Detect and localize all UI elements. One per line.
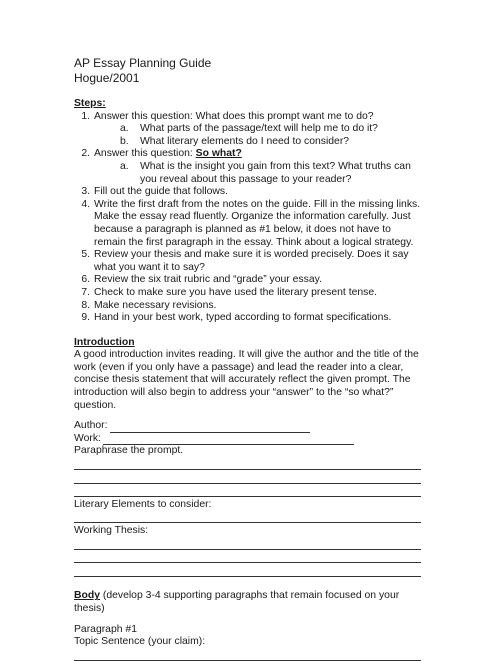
- step-item: [74, 312, 421, 325]
- step-item: [74, 274, 421, 287]
- topic-sentence-label: Topic Sentence (your claim):: [74, 636, 206, 648]
- body-heading-note: (develop 3-4 supporting paragraphs that remain focused on your thesis): [74, 590, 400, 614]
- substep-letter: a.: [120, 160, 129, 172]
- step-number: 6.: [81, 274, 90, 286]
- paraphrase-label: Paraphrase the prompt.: [74, 445, 184, 457]
- author-label: Author:: [74, 420, 108, 432]
- step-text: Write the first draft from the notes on the guide. Fill in the missing links. Make the essay read fluently. Organize the information carefully. Just because a paragraph is planned as #1 below, it does not have to remain the first paragraph in the essay. Think about a logical strategy.: [94, 198, 421, 248]
- step-text: Answer this question:: [94, 148, 196, 160]
- literary-elements-label: Literary Elements to consider:: [74, 498, 212, 510]
- work-blank-line[interactable]: [103, 435, 354, 445]
- thesis-blank-line[interactable]: [74, 551, 421, 563]
- work-field[interactable]: [74, 433, 421, 446]
- working-thesis-label: Working Thesis:: [74, 525, 149, 536]
- author-field[interactable]: [74, 420, 421, 433]
- step-text: Hand in your best work, typed according to format specifications.: [94, 312, 392, 324]
- step-text: Answer this question: What does this prompt want me to do?: [94, 110, 374, 122]
- introduction-heading: Introduction: [74, 336, 135, 348]
- paraphrase-blank-line[interactable]: [74, 472, 421, 484]
- substep-text: What is the insight you gain from this text? What truths can you reveal about this passage to your reader?: [140, 160, 411, 185]
- step-number: 1.: [81, 110, 90, 122]
- step-number: 3.: [81, 186, 90, 198]
- step-text: Review the six trait rubric and “grade” your essay.: [94, 274, 322, 286]
- work-label: Work:: [74, 432, 101, 444]
- substep-text: What parts of the passage/text will help me to do it?: [140, 123, 378, 135]
- thesis-blank-line[interactable]: [74, 565, 421, 577]
- step-text: Review your thesis and make sure it is worded precisely. Does it say what you want it to say?: [94, 249, 409, 273]
- step-number: 9.: [81, 312, 90, 324]
- step-item: [74, 186, 421, 199]
- step-number: 4.: [81, 198, 90, 210]
- step-text: Fill out the guide that follows.: [94, 186, 228, 198]
- substep-item: [94, 123, 421, 136]
- step-item: [74, 111, 421, 149]
- substep-list: [94, 123, 421, 148]
- paraphrase-blank-line[interactable]: [74, 458, 421, 470]
- topic-sentence-blank-line[interactable]: [74, 649, 421, 661]
- substep-text: What literary elements do I need to consider?: [140, 135, 350, 147]
- author-blank-line[interactable]: [110, 423, 310, 433]
- introduction-body: A good introduction invites reading. It will give the author and the title of the work (even if you only have a passage) and lead the reader into a clear, concise thesis statement that will accurately reflect the given prompt. The introduction will also begin to address your “answer” to the “so what?” question.: [74, 349, 419, 411]
- step-number: 7.: [81, 286, 90, 298]
- literary-elements-blank-line[interactable]: [74, 511, 421, 523]
- thesis-blank-line[interactable]: [74, 538, 421, 550]
- substep-item: [94, 136, 421, 149]
- substep-item: [94, 161, 421, 186]
- document-author-line: Hogue/2001: [74, 71, 140, 85]
- body-heading-line: [74, 590, 421, 615]
- step-emphasis: So what?: [195, 148, 242, 160]
- document-title: AP Essay Planning Guide: [74, 56, 212, 70]
- step-number: 5.: [81, 249, 90, 261]
- step-number: 8.: [81, 299, 90, 311]
- step-item: [74, 287, 421, 300]
- step-number: 2.: [81, 148, 90, 160]
- step-item: [74, 249, 421, 274]
- paragraph-label: Paragraph #1: [74, 623, 137, 635]
- substep-letter: b.: [120, 135, 129, 147]
- step-item: [74, 148, 421, 186]
- body-heading: Body: [74, 590, 100, 602]
- step-item: [74, 300, 421, 313]
- substep-list: [94, 161, 421, 186]
- substep-letter: a.: [120, 123, 129, 135]
- paraphrase-blank-line[interactable]: [74, 485, 421, 497]
- steps-heading: Steps:: [74, 98, 106, 109]
- step-text: Make necessary revisions.: [94, 299, 217, 311]
- steps-list: [74, 111, 421, 325]
- step-item: [74, 199, 421, 249]
- step-text: Check to make sure you have used the literary present tense.: [94, 286, 378, 298]
